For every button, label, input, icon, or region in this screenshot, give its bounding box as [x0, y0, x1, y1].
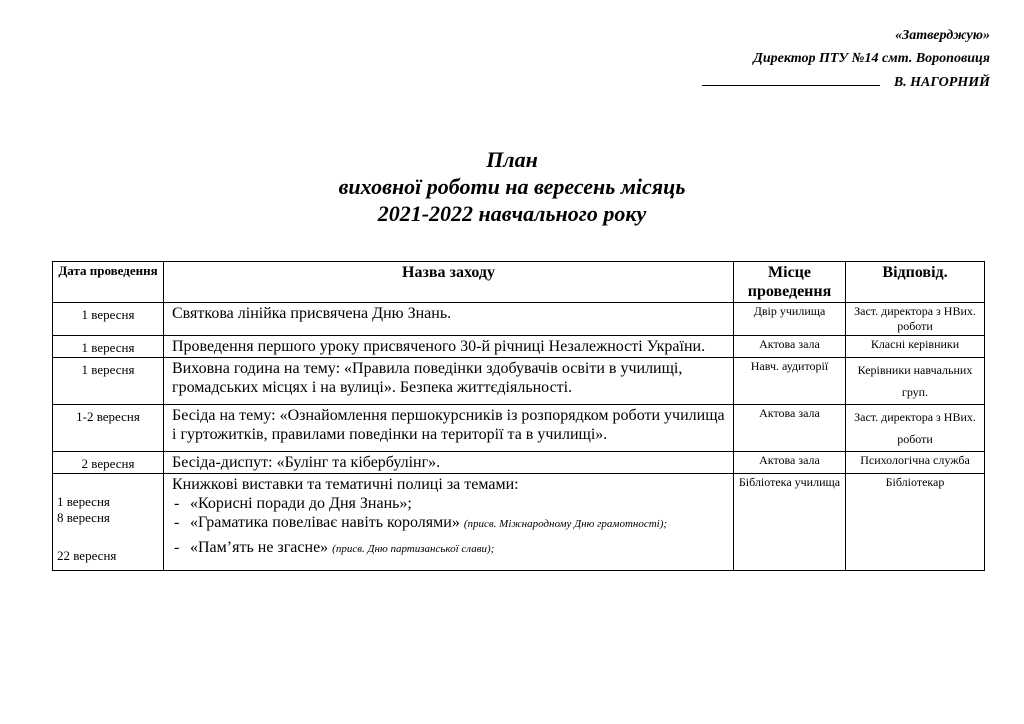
- book-date: 8 вересня: [57, 510, 110, 525]
- row-place: Актова зала: [734, 336, 846, 358]
- row-name: Бесіда-диспут: «Булінг та кібербулінг».: [164, 452, 734, 474]
- title-line-3: 2021-2022 навчального року: [377, 201, 647, 226]
- row-responsible: Класні керівники: [846, 336, 985, 358]
- signature-line: [702, 70, 880, 86]
- row-responsible: Бібліотекар: [846, 474, 985, 571]
- spacer: [57, 526, 159, 548]
- approval-heading: «Затверджую»: [895, 28, 990, 43]
- row-date: 1-2 вересня: [53, 405, 164, 452]
- row-responsible: Заст. директора з НВих. роботи: [846, 405, 985, 452]
- table-row: [53, 358, 985, 405]
- row-place: Двір училища: [734, 303, 846, 336]
- row-place: Бібліотека училища: [734, 474, 846, 571]
- approval-signature: В. НАГОРНИЙ: [893, 75, 990, 90]
- header-place: Місце проведення: [734, 262, 846, 303]
- row-date: 2 вересня: [53, 452, 164, 474]
- row-date: 1 вересня: [53, 336, 164, 358]
- book-date: 1 вересня: [57, 494, 110, 509]
- row-responsible: Керівники навчальних груп.: [846, 358, 985, 405]
- books-intro: Книжкові виставки та тематичні полиці за темами:: [172, 476, 519, 493]
- list-item: [190, 513, 729, 534]
- row-name: Святкова лінійка присвячена Дню Знань.: [164, 303, 734, 336]
- item-note: (присв. Міжнародному Дню грамотності);: [463, 518, 668, 530]
- book-date: 22 вересня: [57, 548, 117, 563]
- plan-table: [52, 261, 985, 571]
- spacer: [172, 559, 729, 569]
- row-place: Навч. аудиторії: [734, 358, 846, 405]
- document-title: [0, 146, 1024, 227]
- list-item: [190, 538, 729, 559]
- row-responsible: Заст. директора з НВих. роботи: [846, 303, 985, 336]
- title-line-2: виховної роботи на вересень місяць: [338, 174, 686, 199]
- header-date: Дата проведення: [53, 262, 164, 303]
- row-name: Виховна година на тему: «Правила поведінки здобувачів освіти в училищі, громадських місцях і на вулиці». Безпека життєдіяльності.: [164, 358, 734, 405]
- list-item: [190, 494, 729, 513]
- table-row: [53, 405, 985, 452]
- header-name: Назва заходу: [164, 262, 734, 303]
- row-name: Бесіда на тему: «Ознайомлення першокурсників із розпорядком роботи училища і гуртожитків, правилами поведінки на території та в училищі».: [164, 405, 734, 452]
- approval-position: Директор ПТУ №14 смт. Вороповиця: [753, 51, 990, 66]
- row-dates: [53, 474, 164, 571]
- books-list: [172, 494, 729, 559]
- row-responsible: Психологічна служба: [846, 452, 985, 474]
- table-row-books: [53, 474, 985, 571]
- table-row: [53, 303, 985, 336]
- table-row: [53, 336, 985, 358]
- row-date: 1 вересня: [53, 358, 164, 405]
- table-row: [53, 452, 985, 474]
- item-note: (присв. Дню партизанської слави);: [332, 543, 495, 555]
- table-header-row: [53, 262, 985, 303]
- row-name: Проведення першого уроку присвяченого 30-й річниці Незалежності України.: [164, 336, 734, 358]
- header-responsible: Відповід.: [846, 262, 985, 303]
- row-name: [164, 474, 734, 571]
- row-place: Актова зала: [734, 452, 846, 474]
- item-text: «Пам’ять не згасне»: [190, 539, 329, 556]
- row-place: Актова зала: [734, 405, 846, 452]
- title-line-1: План: [486, 147, 538, 172]
- item-text: «Корисні поради до Дня Знань»;: [190, 495, 412, 512]
- approval-signature-row: [702, 70, 990, 94]
- row-date: 1 вересня: [53, 303, 164, 336]
- approval-block: [702, 24, 990, 94]
- item-text: «Граматика повеліває навіть королями»: [190, 514, 460, 531]
